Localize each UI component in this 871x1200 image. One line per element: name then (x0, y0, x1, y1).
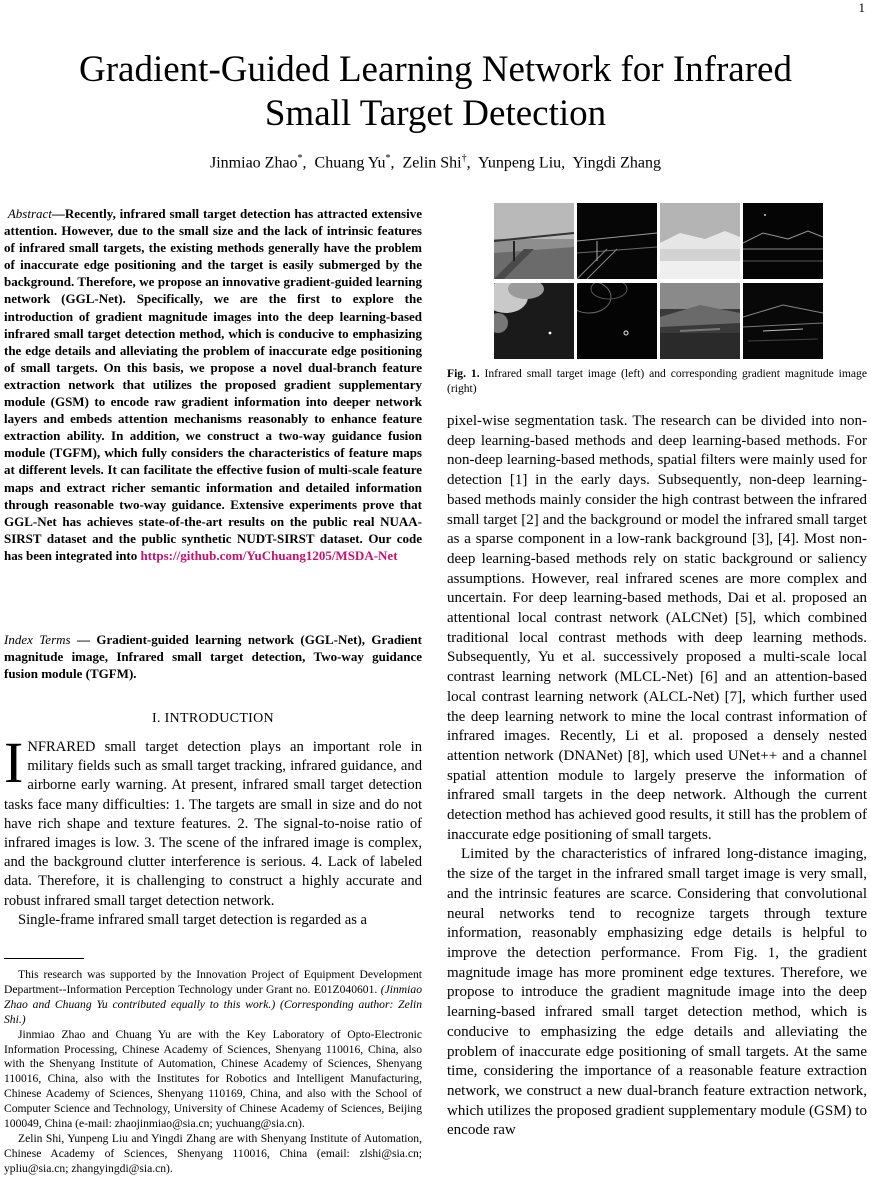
gradient-image-sea (743, 283, 823, 359)
author: Chuang Yu (314, 154, 386, 172)
index-terms-label: Index Terms (4, 632, 71, 647)
abstract (4, 205, 422, 564)
infrared-image-clouds (494, 283, 574, 359)
footnote-affiliation: Zelin Shi, Yunpeng Liu and Yingdi Zhang are with Shenyang Institute of Automation, Chinese Academy of Sciences, Shenyang 110016, China (email: zlshi@sia.cn; ypliu@sia.cn; zhangyingdi@sia.cn). (4, 1131, 422, 1175)
author-mark: † (461, 153, 467, 164)
gradient-image-mountain (743, 203, 823, 279)
intro-paragraph: NFRARED small target detection plays an important role in military fields such as small target tracking, infrared guidance, and airborne early warning. At present, infrared small target detection tasks face many difficulties: 1. The targets are small in size and do not have rich shape and texture features. 2. The signal-to-noise ratio of infrared images is low. 3. The scene of the infrared image is complex, and the background clutter interference is serious. 4. Lack of labeled data. Therefore, it is challenging to construct a highly accurate and robust infrared small target detection network. (4, 739, 422, 909)
paper-title (0, 48, 871, 136)
footnote-funding: This research was supported by the Innovation Project of Equipment Development Department--Information Perception Technology under Grant no. E01Z040601. (4, 968, 422, 996)
figure-1 (494, 203, 822, 359)
infrared-image-mountain (660, 203, 740, 279)
introduction (4, 730, 422, 930)
author: Yingdi Zhang (572, 154, 661, 172)
intro-paragraph: Single-frame infrared small target detection is regarded as a (18, 911, 368, 928)
footnote-rule (4, 958, 84, 959)
index-terms-text: — Gradient-guided learning network (GGL-Net), Gradient magnitude image, Infrared small target detection, Two-way guidance fusion module (TGFM). (4, 632, 422, 682)
author: Yunpeng Liu (478, 154, 562, 172)
figure-caption (447, 367, 867, 397)
infrared-image-road (494, 203, 574, 279)
section-heading: I. INTRODUCTION (152, 711, 274, 726)
author: Jinmiao Zhao (210, 154, 298, 172)
drop-cap: I (4, 730, 24, 795)
author-list: Jinmiao Zhao*, Chuang Yu*, Zelin Shi†, Yunpeng Liu, Yingdi Zhang (210, 153, 661, 172)
footnote-affiliation: Jinmiao Zhao and Chuang Yu are with the Key Laboratory of Opto-Electronic Information Processing, Chinese Academy of Sciences, Shenyang 110016, China, also with the Shenyang Institute of Automation, Chinese Academy of Sciences, Shenyang 110016, China, also with the Institutes for Robotics and Intelligent Manufacturing, Chinese Academy of Sciences, Shenyang 110169, China, and also with the School of Computer Science and Technology, University of Chinese Academy of Sciences, Beijing 100049, China (e-mail: zhaojinmiao@sia.cn; yuchuang@sia.cn). (4, 1027, 422, 1131)
right-column-text (447, 412, 867, 1141)
title-line-1: Gradient-Guided Learning Network for Infrared (79, 49, 792, 90)
code-link[interactable]: https://github.com/YuChuang1205/MSDA-Net (140, 547, 398, 563)
caption-text: Infrared small target image (left) and corresponding gradient magnitude image (right) (447, 367, 867, 395)
page-number: 1 (858, 0, 865, 15)
abstract-label: Abstract (7, 206, 52, 221)
title-line-2: Small Target Detection (264, 93, 607, 134)
footnote-contrib: (Jinmiao Zhao and Chuang Yu contributed equally to this work.) (Corresponding author: Zelin Shi.) (4, 982, 422, 1026)
author-mark: * (297, 153, 303, 164)
author-mark: * (385, 153, 391, 164)
index-terms (4, 631, 422, 682)
author: Zelin Shi (402, 154, 462, 172)
footnotes (4, 968, 422, 1177)
gradient-image-clouds (577, 283, 657, 359)
body-paragraph: Limited by the characteristics of infrared long-distance imaging, the size of the target in the infrared small target image is very small, and the intrinsic features are scarce. Considering that convolutional neural networks tend to recognize targets through texture information, reasonably emphasizing edge details is helpful to improve the detection performance. From Fig. 1, the gradient magnitude image has more prominent edge textures. Therefore, we propose to introduce the gradient magnitude image into the deep learning-based infrared small target detection method, which is conducive to emphasizing the edge details and alleviating the problem of inaccurate edge positioning of small targets. At the same time, considering the importance of a reasonable feature extraction network, we construct a new dual-branch feature extraction network, which utilizes the proposed gradient supplementary module (GSM) to encode raw (447, 846, 867, 1139)
figure-label: Fig. 1. (447, 367, 480, 380)
gradient-image-road (577, 203, 657, 279)
infrared-image-sea (660, 283, 740, 359)
body-paragraph: pixel-wise segmentation task. The research can be divided into non-deep learning-based methods and deep learning-based methods. For non-deep learning-based methods, spatial filters were mainly used for detection [1] in the early days. Subsequently, non-deep learning-based methods mainly consider the high contrast between the infrared small target [2] and the background or model the infrared small target as a sparse component in a low-rank background [3], [4]. Most non-deep learning-based methods rely on static background or saliency assumptions. However, real infrared scenes are more complex and uncertain. For deep learning-based methods, Dai et al. proposed an attentional local contrast network (ALCNet) [5], which combined traditional local contrast methods with deep learning methods. Subsequently, Yu et al. successively proposed a multi-scale local contrast learning network (MLCL-Net) [6] and an attention-based local contrast learning network (ALCL-Net) [7], which further used the deep learning network to mine the local contrast information of infrared images. Recently, Li et al. proposed a densely nested attention network (DNANet) [8], which used UNet++ and a channel spatial attention module to largely preserve the information of infrared small targets in the deep network. Although the current detection method has achieved good results, it still has the problem of inaccurate edge positioning of small targets. (447, 413, 867, 843)
abstract-text: —Recently, infrared small target detection has attracted extensive attention. However, due to the small size and the lack of intrinsic features of infrared small targets, the existing methods generally have the problem of inaccurate edge positioning and the target is easily submerged by the background. Therefore, we propose an innovative gradient-guided learning network (GGL-Net). Specifically, we are the first to explore the introduction of gradient magnitude images into the deep learning-based infrared small target detection method, which is conducive to emphasizing the edge details and alleviating the problem of inaccurate edge positioning of small targets. On this basis, we propose a novel dual-branch feature extraction network that utilizes the proposed gradient supplementary module (GSM) to encode raw gradient information into deeper network layers and embeds attention mechanisms reasonably to enhance feature extraction ability. In addition, we construct a two-way guidance fusion module (TGFM), which fully considers the characteristics of feature maps at different levels. It can facilitate the effective fusion of multi-scale feature maps and extract richer semantic information and detailed information through reasonable two-way guidance. Extensive experiments prove that GGL-Net has achieves state-of-the-art results on the public real NUAA-SIRST dataset and the public synthetic NUDT-SIRST dataset. Our code has been integrated into (4, 206, 422, 563)
